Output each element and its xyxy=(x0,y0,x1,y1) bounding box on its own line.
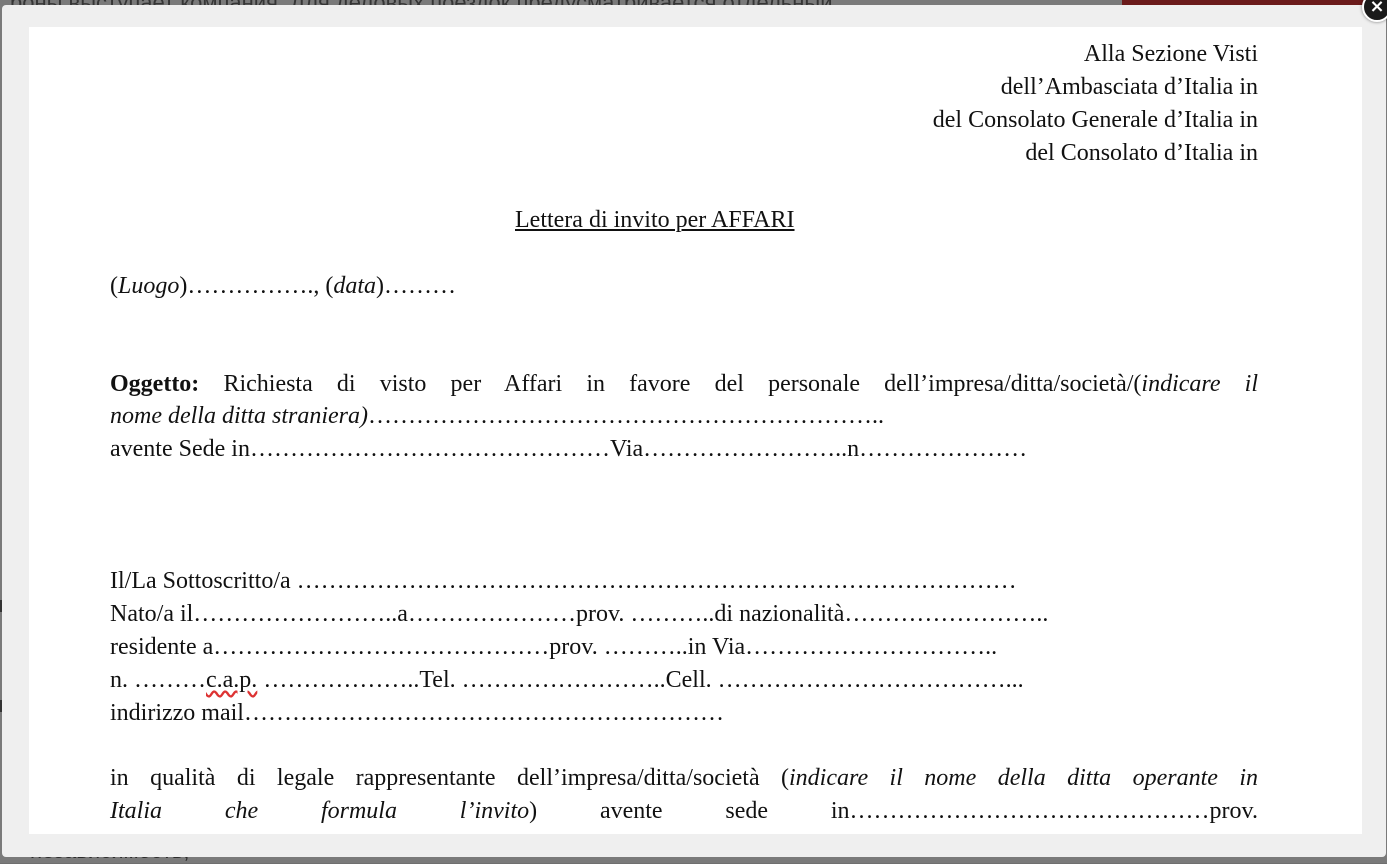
birth-line: Nato/a il……………………..a…………………prov. ………..di nazionalità…………………….. xyxy=(110,601,1049,627)
recipient-line: del Consolato d’Italia in xyxy=(1025,140,1258,166)
recipient-line: dell’Ambasciata d’Italia in xyxy=(1000,74,1258,100)
recipient-line: Alla Sezione Visti xyxy=(1083,41,1258,67)
place-date-line: (Luogo)……………., (data)……… xyxy=(110,273,457,299)
data-label: data xyxy=(333,273,377,299)
subject-line-2: nome della ditta straniera)……………………………………………………….. xyxy=(110,403,884,429)
subject-label: Oggetto: xyxy=(110,371,200,397)
residence-line: residente a……………………………………prov. ………..in Via………………………….. xyxy=(110,634,998,660)
signatory-name-line: Il/La Sottoscritto/a ……………………………………………………………………………… xyxy=(110,568,1017,594)
cap-label: c.a.p. xyxy=(206,667,258,693)
company-address-line: avente Sede in………………………………………Via……………………..n………………… xyxy=(110,436,1028,462)
image-lightbox xyxy=(2,5,1386,857)
email-line: indirizzo mail…………………………………………………… xyxy=(110,700,724,726)
invitation-letter xyxy=(29,27,1362,834)
capacity-line-2: Italia che formula l’invito) avente sede in………………………………………prov. xyxy=(110,798,1258,824)
letter-title: Lettera di invito per AFFARI xyxy=(515,207,795,233)
subject-line: Oggetto: Richiesta di visto per Affari in favore del personale dell’impresa/ditta/società/(indicare il xyxy=(110,371,1258,397)
document-image xyxy=(29,27,1362,834)
contact-line: n. ………c.a.p. ………………..Tel. ……………………..Cell. ………………………………... xyxy=(110,667,1024,693)
recipient-line: del Consolato Generale d’Italia in xyxy=(932,107,1258,133)
close-icon[interactable]: × xyxy=(1362,0,1387,22)
luogo-label: Luogo xyxy=(118,273,180,299)
capacity-line: in qualità di legale rappresentante dell’impresa/ditta/società (indicare il nome della ditta operante in xyxy=(110,765,1258,791)
